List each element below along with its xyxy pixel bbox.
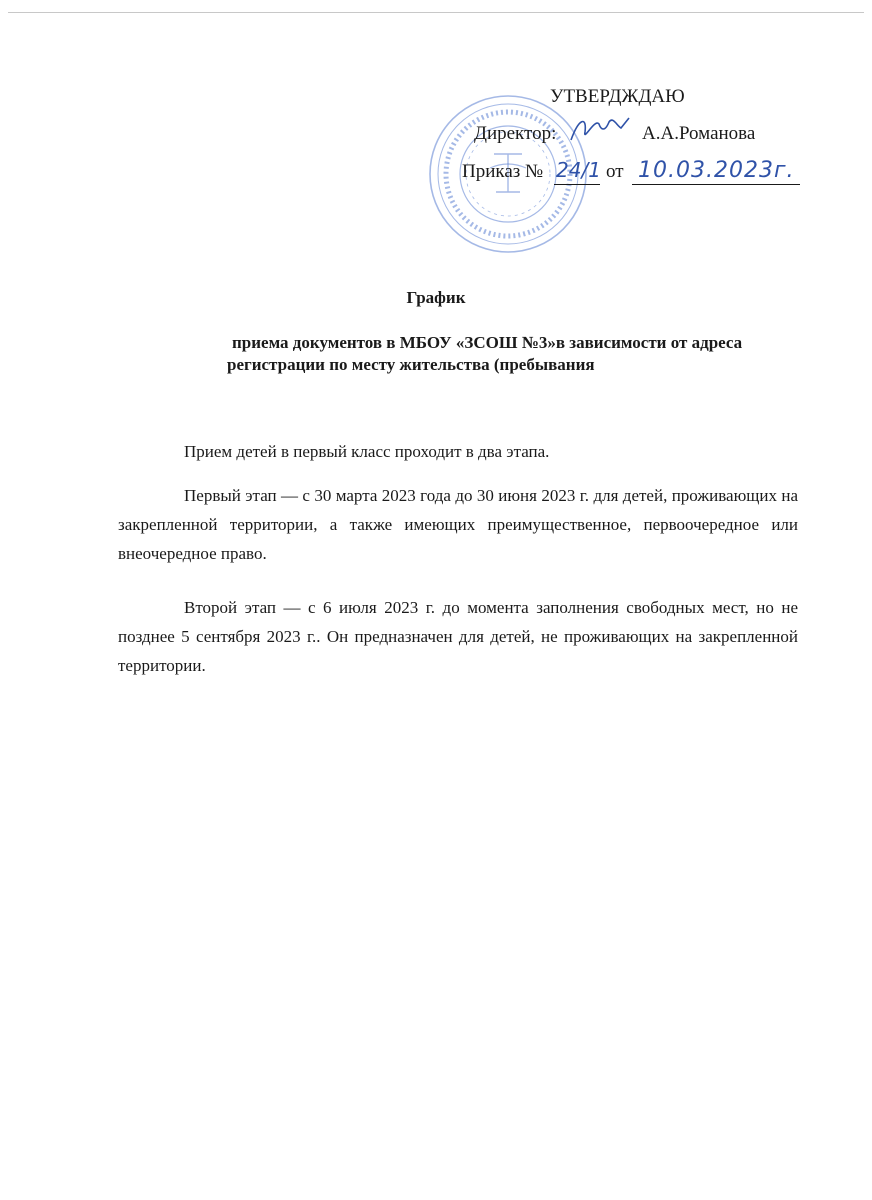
approval-heading: УТВЕРДЖДАЮ	[550, 86, 685, 107]
document-subtitle-line-1: приема документов в МБОУ «ЗСОШ №3»в зависимости от адреса	[232, 333, 743, 352]
order-label: Приказ №	[462, 161, 544, 182]
order-date: 10.03.2023г.	[638, 158, 795, 183]
document-subtitle-line-2: регистрации по месту жительства (пребывания	[227, 355, 595, 374]
approval-block	[420, 86, 820, 216]
director-name: А.А.Романова	[642, 123, 756, 144]
director-label: Директор:	[474, 123, 557, 144]
paragraph-first-stage: Первый этап — с 30 марта 2023 года до 30 июня 2023 г. для детей, проживающих на закрепленной территории, а также имеющих преимущественное, первоочередное или внеочередное право.	[118, 486, 798, 563]
order-number: 24/1	[556, 158, 601, 182]
paragraph-second-stage: Второй этап — с 6 июля 2023 г. до момента заполнения свободных мест, но не позднее 5 сентября 2023 г.. Он предназначен для детей, не проживающих на закрепленной территории.	[118, 598, 798, 675]
director-signature	[565, 112, 635, 148]
paragraph-intro: Прием детей в первый класс проходит в два этапа.	[184, 442, 550, 461]
from-label: от	[606, 161, 624, 182]
scan-top-edge	[8, 12, 864, 13]
document-title: График	[406, 288, 466, 307]
order-number-underline	[554, 184, 600, 185]
order-date-underline	[632, 184, 800, 185]
